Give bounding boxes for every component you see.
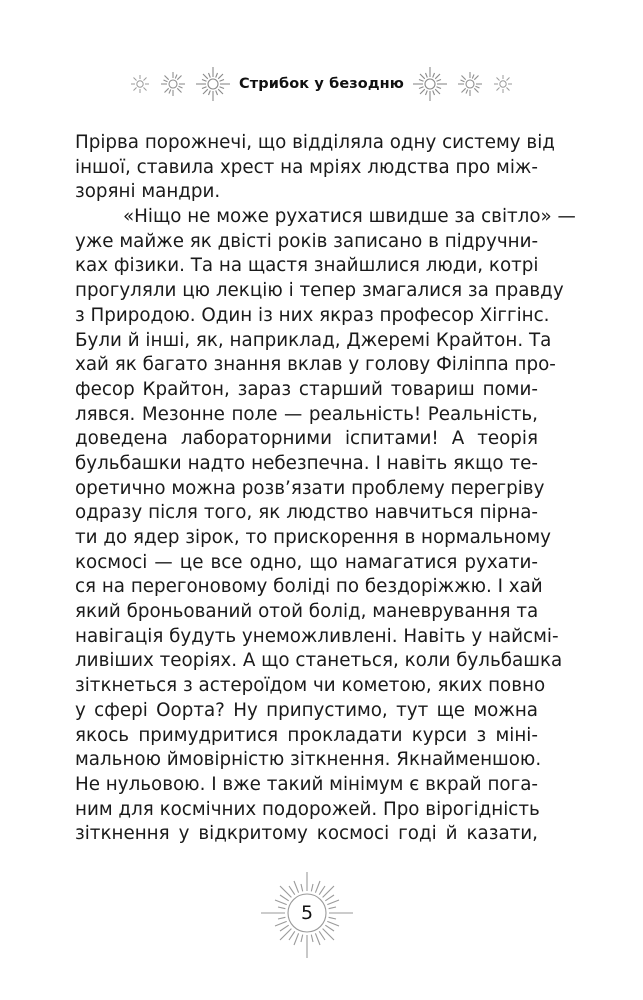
text-line: зіткнення у відкритому космосі годі й казати, [75,823,538,845]
text-line: уже майже як двісті років записано в підручни- [75,230,539,252]
text-line: оретично можна розв’язати проблему перегріву [75,477,545,499]
text-line: мальною ймовірністю зіткнення. Якнайменшою. [75,749,542,771]
text-line: прогуляли цю лекцію і тепер змагалися за правду [75,280,564,302]
text-line: одразу після того, як людство навчиться пірна- [75,502,538,524]
text-line: ках фізики. Та на щастя знайшлися люди, котрі [75,255,539,277]
text-line: космосі — це все одно, що намагатися рухати- [75,551,538,573]
running-header [0,64,643,104]
text-line: хай як багато знання вклав у голову Філіппа про- [75,354,556,376]
text-line: іншої, ставила хрест на мріях людства про між- [75,156,538,178]
text-line: зоряні мандри. [75,181,221,203]
text-line: зіткнеться з астероїдом чи кометою, яких повно [75,675,546,697]
sun-medium-icon [159,70,187,98]
sun-medium-icon [456,70,484,98]
text-line: фесор Крайтон, зараз старший товариш поми- [75,378,538,400]
text-line: який броньований отой болід, маневрування та [75,601,539,623]
text-line: доведена лабораторними іспитами! А теорія [75,428,538,450]
page-number: 5 [300,902,314,924]
text-line: якось примудритися прокладати курси з міні- [75,724,538,746]
text-line: у сфері Оорта? Ну припустимо, тут ще можна [75,699,538,721]
text-line: бульбашки надто небезпечна. І навіть якщо те- [75,452,538,474]
text-line: «Ніщо не може рухатися швидше за світло» — [123,206,576,228]
page-number-ornament [257,863,357,963]
text-line: навігація будуть унеможливлені. Навіть у найсмі- [75,625,559,647]
running-header-title: Стрибок у безодню [239,76,404,92]
text-line: Не нульовою. І вже такий мінімум є вкрай пога- [75,773,538,795]
sun-large-icon [412,66,448,102]
sun-small-icon [492,73,514,95]
text-line: Прірва порожнечі, що відділяла одну систему від [75,132,555,153]
sun-large-icon [195,66,231,102]
sun-small-icon [129,73,151,95]
text-line: ти до ядер зірок, то прискорення в нормальному [75,527,551,548]
text-line: лявся. Мезонне поле — реальність! Реальність, [75,403,538,425]
page-body-text [75,131,576,847]
text-line: ним для космічних подорожей. Про вірогідність [75,798,540,820]
text-line: ся на перегоновому боліді по бездоріжжю. І хай [75,576,543,598]
text-line: Були й інші, як, наприклад, Джеремі Крайтон. Та [75,329,552,351]
text-line: ливіших теоріях. А що станеться, коли бульбашка [75,650,563,672]
text-line: з Природою. Один із них якраз професор Хіггінс. [75,304,550,326]
